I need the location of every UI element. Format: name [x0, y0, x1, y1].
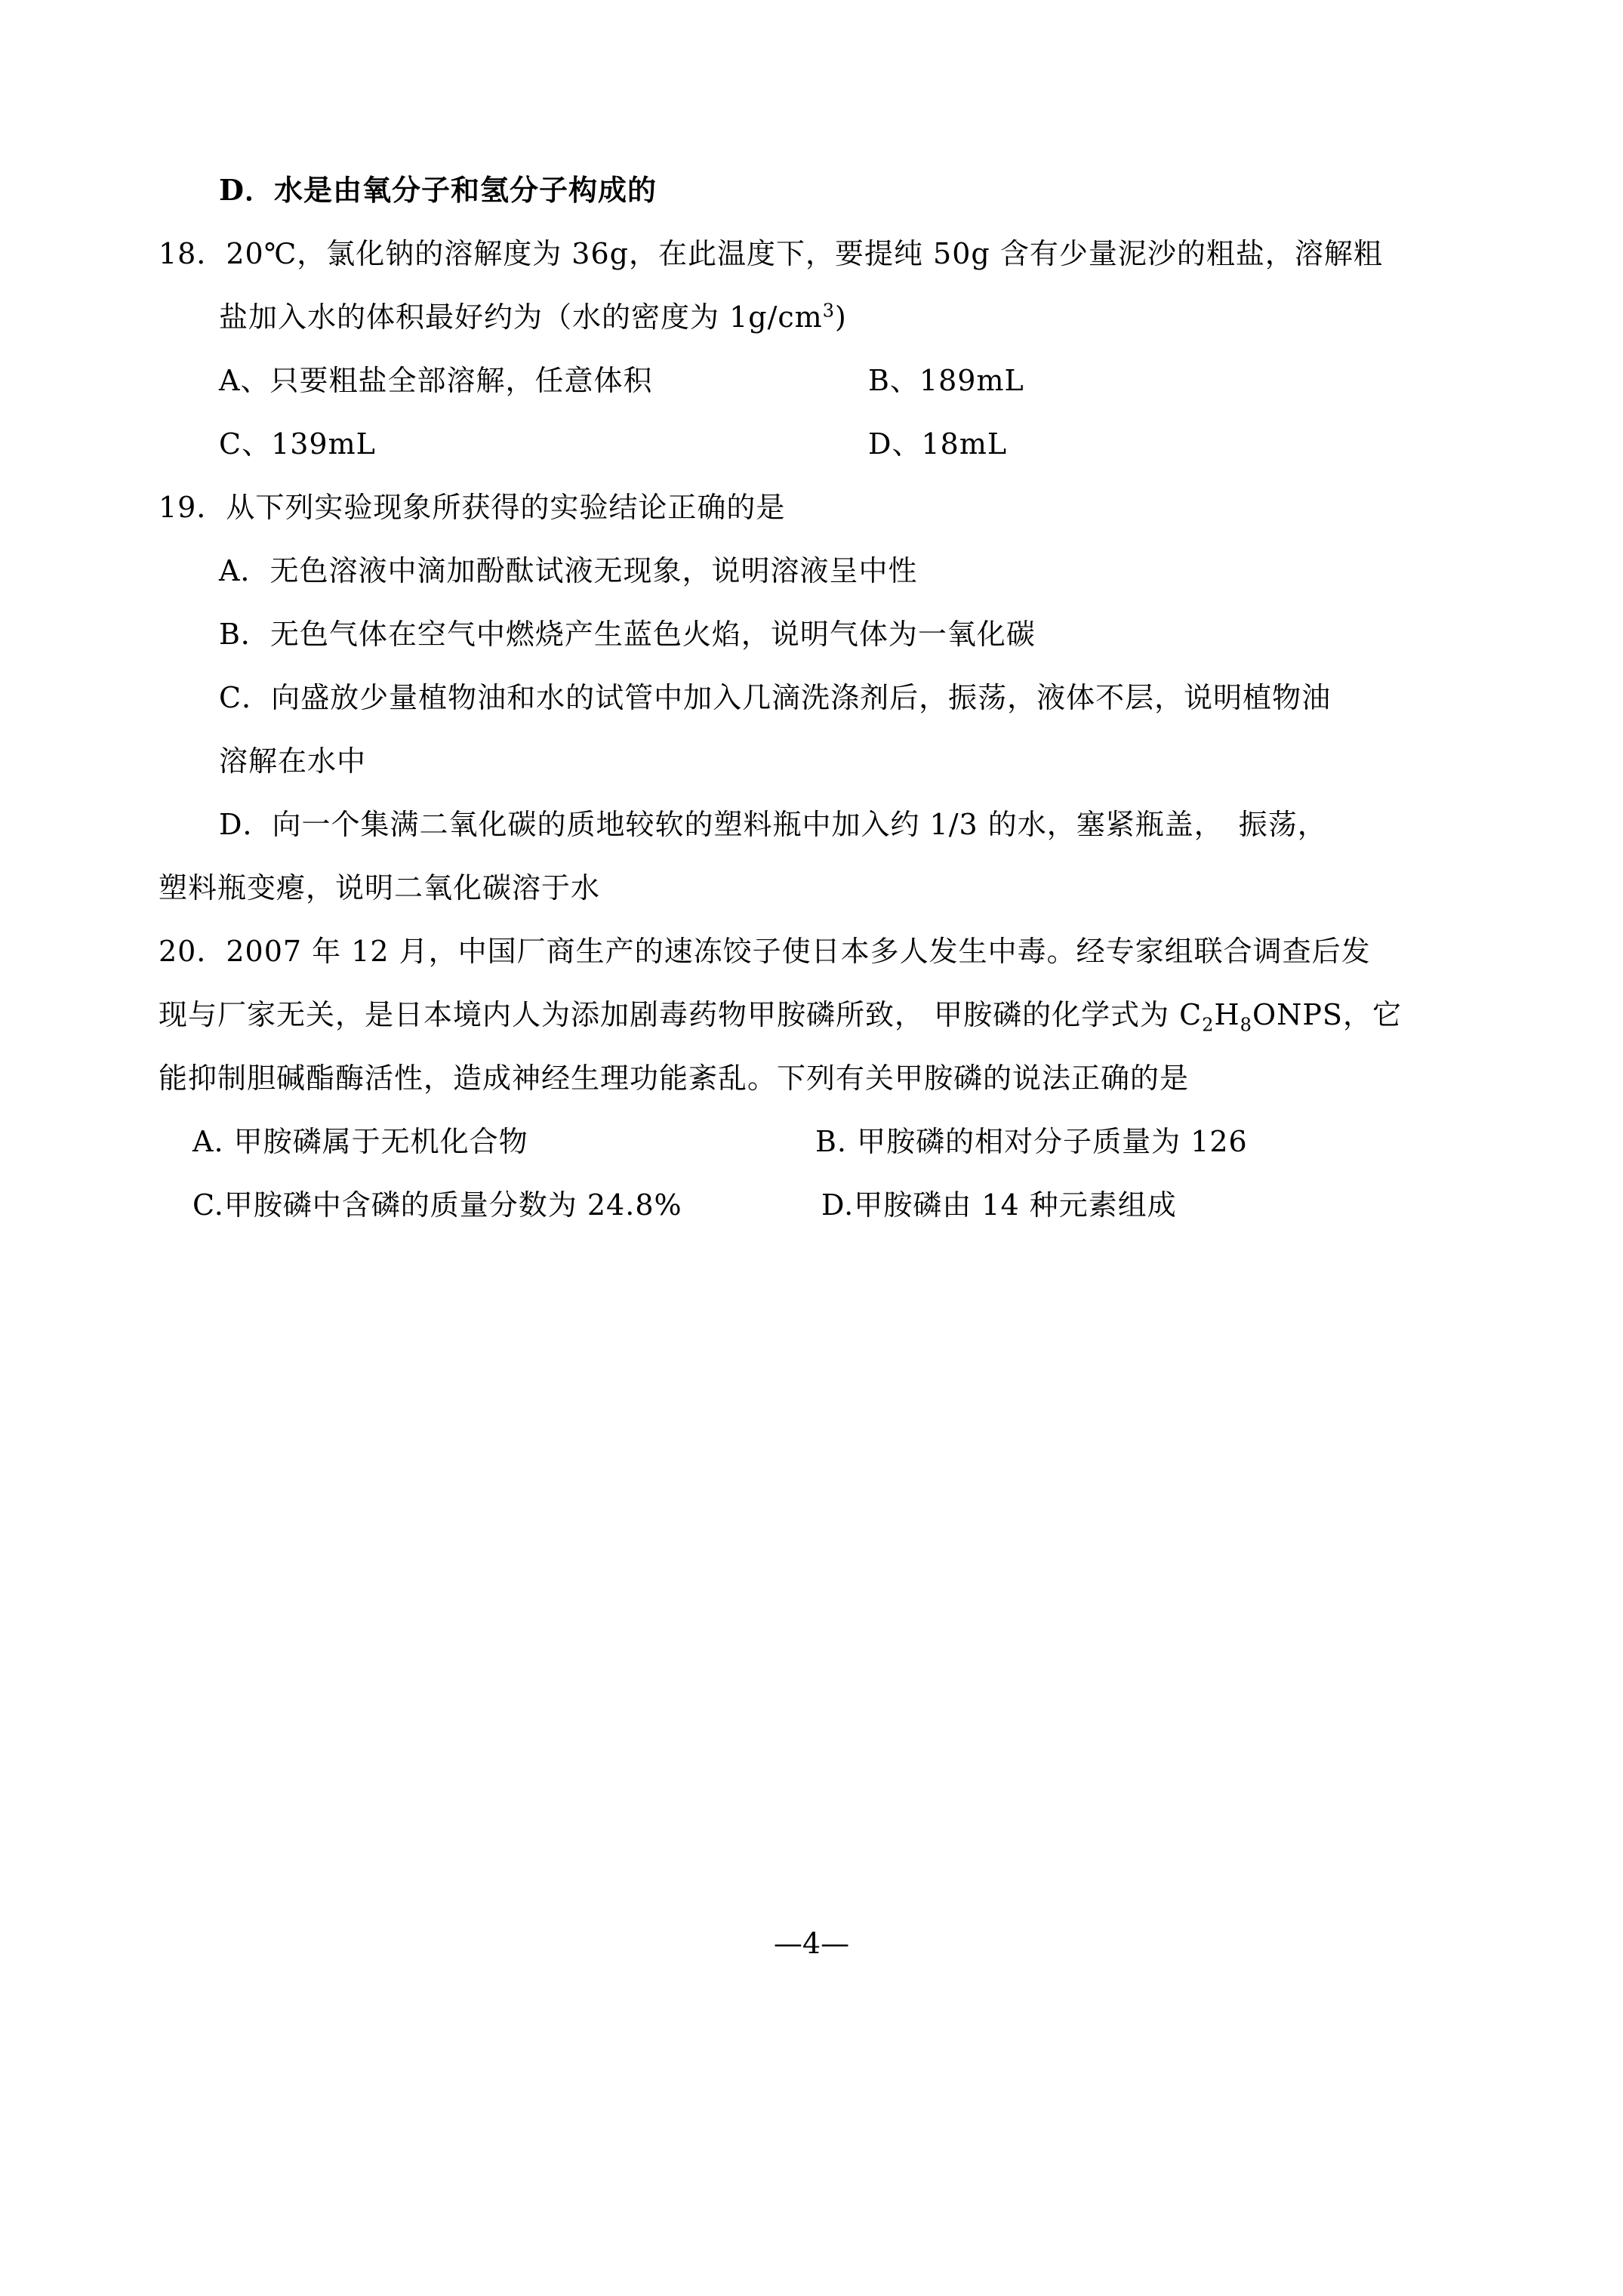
q17-option-d: D．水是由氧分子和氢分子构成的 [219, 173, 657, 207]
page-number: —4— [773, 1927, 850, 1960]
q20-option-c: C.甲胺磷中含磷的质量分数为 24.8% [192, 1188, 682, 1222]
q20-stem-line1: 20．2007 年 12 月，中国厂商生产的速冻饺子使日本多人发生中毒。经专家组联合调查后发 [159, 935, 1371, 968]
q20-option-a: A. 甲胺磷属于无机化合物 [192, 1125, 528, 1158]
q20-option-d: D.甲胺磷由 14 种元素组成 [821, 1188, 1177, 1222]
q18-stem-line1: 18．20℃，氯化钠的溶解度为 36g，在此温度下，要提纯 50g 含有少量泥沙的粗盐，溶解粗 [159, 237, 1383, 270]
q20-subscript-c: 2 [1202, 1014, 1215, 1036]
q19-option-c-line2: 溶解在水中 [219, 744, 367, 778]
q18-superscript: 3 [822, 300, 835, 322]
q20-option-b: B. 甲胺磷的相对分子质量为 126 [815, 1125, 1248, 1158]
q18-option-d: D、18mL [868, 427, 1008, 461]
q20-stem-line3: 能抑制胆碱酯酶活性，造成神经生理功能紊乱。下列有关甲胺磷的说法正确的是 [159, 1062, 1190, 1095]
q18-option-c: C、139mL [219, 427, 376, 461]
q19-option-a: A．无色溶液中滴加酚酞试液无现象，说明溶液呈中性 [219, 554, 918, 587]
q20-stem-line2-rest: ONPS，它 [1252, 998, 1402, 1031]
q19-stem: 19．从下列实验现象所获得的实验结论正确的是 [159, 491, 786, 524]
q19-option-c-line1: C．向盛放少量植物油和水的试管中加入几滴洗涤剂后，振荡，液体不层，说明植物油 [219, 681, 1332, 714]
q19-option-d-line1: D．向一个集满二氧化碳的质地较软的塑料瓶中加入约 1/3 的水，塞紧瓶盖， 振荡， [219, 808, 1327, 841]
q20-formula-h: H [1214, 998, 1240, 1031]
q19-option-b: B．无色气体在空气中燃烧产生蓝色火焰，说明气体为一氧化碳 [219, 618, 1036, 651]
q18-stem-line2 [219, 299, 847, 335]
q19-option-d-line2: 塑料瓶变瘪，说明二氧化碳溶于水 [159, 871, 601, 905]
q18-option-a: A、只要粗盐全部溶解，任意体积 [219, 364, 653, 397]
q20-subscript-h: 8 [1240, 1014, 1252, 1036]
q18-option-b: B、189mL [868, 364, 1024, 397]
q18-stem-line2-close: ) [834, 300, 847, 334]
q20-stem-line2 [159, 997, 1402, 1036]
q18-stem-line2-text: 盐加入水的体积最好约为（水的密度为 1g/cm [219, 300, 823, 334]
q20-stem-line2-text: 现与厂家无关，是日本境内人为添加剧毒药物甲胺磷所致， 甲胺磷的化学式为 C [159, 998, 1203, 1031]
